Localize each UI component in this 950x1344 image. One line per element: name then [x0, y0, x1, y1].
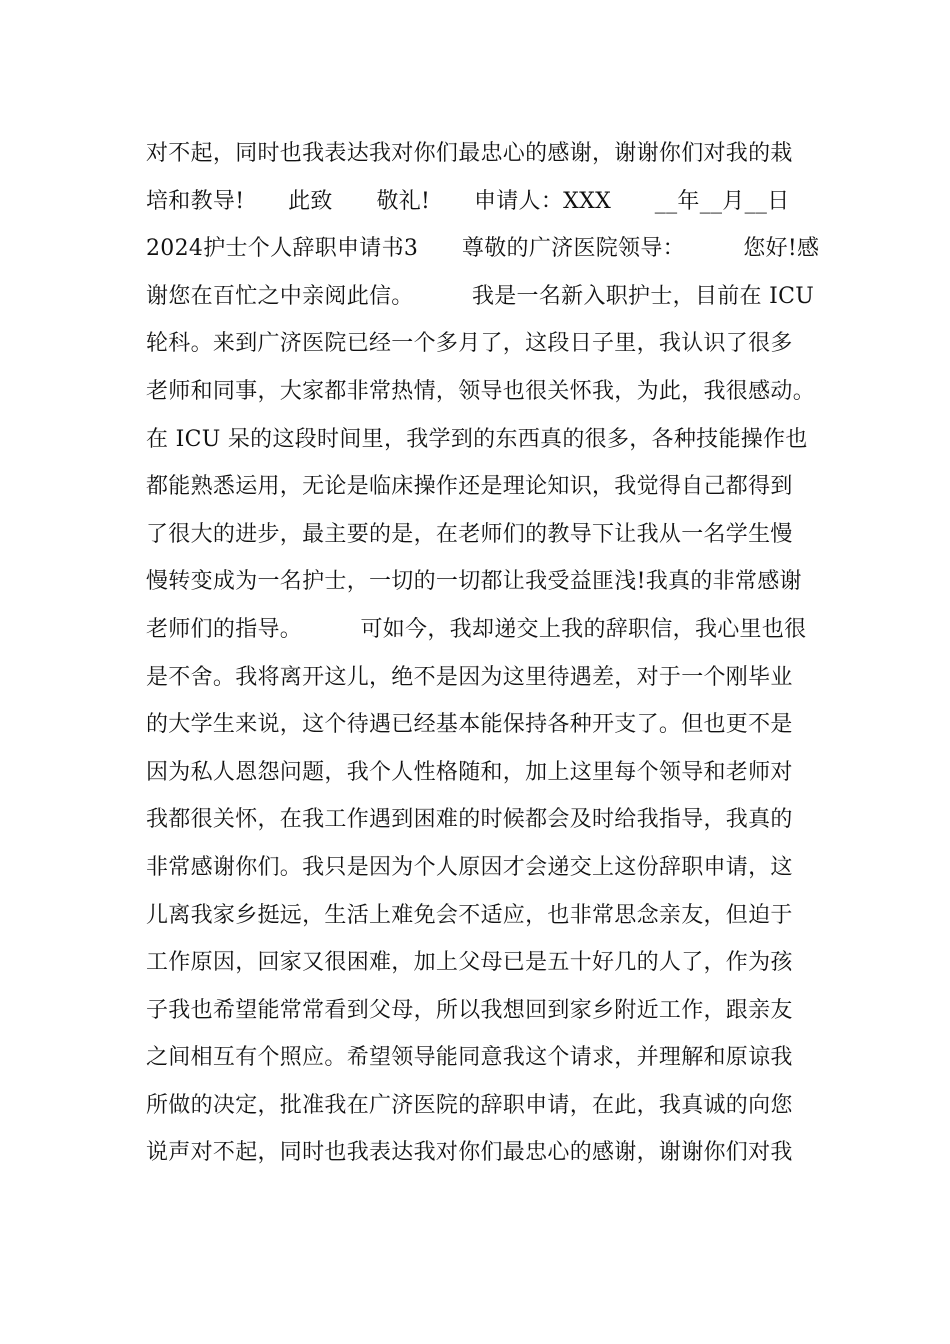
text-line: 我都很关怀，在我工作遇到困难的时候都会及时给我指导，我真的	[146, 807, 793, 833]
text-line: 2024护士个人辞职申请书3 尊敬的广济医院领导： 您好!感	[146, 236, 820, 262]
text-line: 所做的决定，批准我在广济医院的辞职申请，在此，我真诚的向您	[146, 1092, 793, 1118]
text-line: 老师们的指导。 可如今，我却递交上我的辞职信，我心里也很	[146, 616, 807, 642]
text-line: 轮科。来到广济医院已经一个多月了，这段日子里，我认识了很多	[146, 331, 793, 357]
letter-body	[146, 130, 826, 1177]
text-line: 儿离我家乡挺远，生活上难免会不适应，也非常思念亲友，但迫于	[146, 902, 793, 928]
text-line: 培和教导! 此致 敬礼! 申请人：XXX __年__月__日	[146, 188, 790, 214]
text-line: 老师和同事，大家都非常热情，领导也很关怀我，为此，我很感动。	[146, 378, 816, 404]
text-line: 慢转变成为一名护士，一切的一切都让我受益匪浅!我真的非常感谢	[146, 569, 802, 595]
text-line: 因为私人恩怨问题，我个人性格随和，加上这里每个领导和老师对	[146, 759, 793, 785]
text-line: 之间相互有个照应。希望领导能同意我这个请求，并理解和原谅我	[146, 1045, 793, 1071]
text-line: 工作原因，回家又很困难，加上父母已是五十好几的人了，作为孩	[146, 950, 793, 976]
text-line: 是不舍。我将离开这儿，绝不是因为这里待遇差，对于一个刚毕业	[146, 664, 793, 690]
text-line: 都能熟悉运用，无论是临床操作还是理论知识，我觉得自己都得到	[146, 474, 793, 500]
text-line: 说声对不起，同时也我表达我对你们最忠心的感谢，谢谢你们对我	[146, 1140, 793, 1166]
text-line: 非常感谢你们。我只是因为个人原因才会递交上这份辞职申请，这	[146, 854, 793, 880]
text-line: 谢您在百忙之中亲阅此信。 我是一名新入职护士，目前在 ICU	[146, 283, 815, 309]
text-line: 子我也希望能常常看到父母，所以我想回到家乡附近工作，跟亲友	[146, 997, 793, 1023]
text-line: 的大学生来说，这个待遇已经基本能保持各种开支了。但也更不是	[146, 712, 793, 738]
text-line: 在 ICU 呆的这段时间里，我学到的东西真的很多，各种技能操作也	[146, 426, 808, 452]
text-line: 对不起，同时也我表达我对你们最忠心的感谢，谢谢你们对我的栽	[146, 141, 793, 166]
text-line: 了很大的进步，最主要的是，在老师们的教导下让我从一名学生慢	[146, 521, 793, 547]
